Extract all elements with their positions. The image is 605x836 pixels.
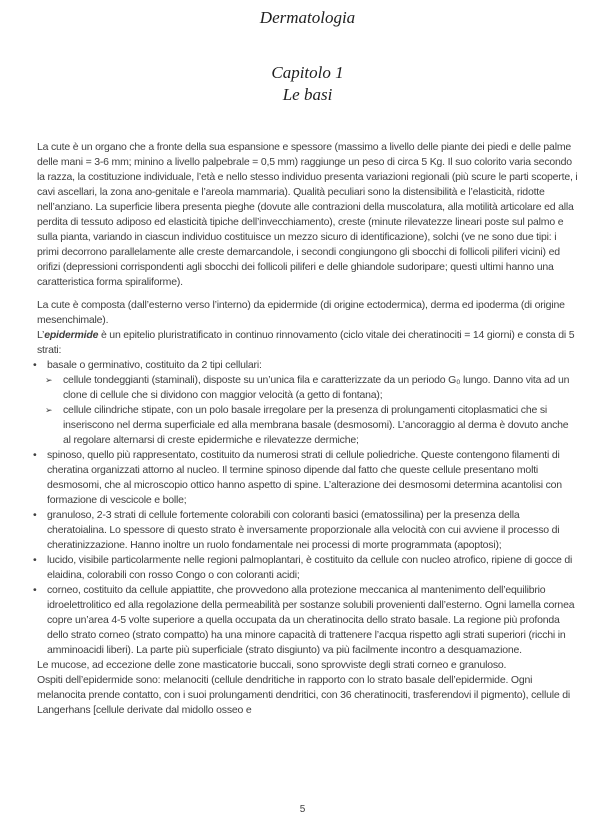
- page-number: 5: [299, 804, 306, 815]
- arrow-bullet-icon: ➢: [45, 375, 53, 385]
- list-item-layer-spinoso: [33, 448, 578, 508]
- paragraph-skin-overview: La cute è un organo che a fronte della sua espansione e spessore (massimo a livello delle piante dei piedi e delle palme delle mani = 3-6 mm; minino a livello palpebrale = 0,5 mm) raggiunge un peso di circa 5 Kg. Il suo colorito varia secondo la razza, la costituzione individuale, l’età e nello stesso individuo presenta variazioni regionali (più scure le parti scoperte, i cavi ascellari, la zona ano-genitale e l’areola mammaria). Qualità peculiari sono la distensibilità e l’elasticità, ridotte nell’anziano. La superficie libera presenta pieghe (dovute alle contrazioni della muscolatura, alla motilità articolare ed alla perdita di tessuto adiposo ed elasticità tipiche dell’invecchiamento), creste (minute rilevatezze lineari poste sul palmo e sulla pianta, variando in ciascun individuo costituisce un mezzo sicuro di identificazione), solchi (ve ne sono due tipi: i primi decorrono parallelamente alle creste demarcandole, i secondi congiungono gli sbocchi di follicoli piliferi vicini) ed orifizi (depressioni corrispondenti agli sbocchi dei follicoli piliferi e delle ghiandole sudoripare; questi ultimi hanno una caratteristica forma spiraliforme).: [37, 141, 578, 288]
- list-item-cellule-tondeggianti: [47, 373, 578, 403]
- arrow-bullet-icon: ➢: [45, 405, 53, 415]
- epidermis-intro-rest: è un epitelio pluristratificato in continuo rinnovamento (ciclo vitale dei cheratinociti = 14 giorni) e consta di 5 strati:: [37, 329, 575, 356]
- bullet-icon: •: [33, 584, 37, 596]
- layer-granuloso-text: granuloso, 2-3 strati di cellule fortemente colorabili con coloranti basici (ematossilina) per la presenza della cheratoialina. Lo spessore di questo strato è inversamente proporzionale alla velocità con cui avviene il processo di cheratinizzazione. Hanno inoltre un ruolo fondamentale nei processi di morte programmata (apoptosi);: [47, 509, 560, 551]
- layer-basale-text: basale o germinativo, costituito da 2 tipi cellulari:: [47, 359, 262, 371]
- layer-corneo-text: corneo, costituito da cellule appiattite, che provvedono alla protezione meccanica al mantenimento dell’equilibrio idroelettrolitico ed alla regolazione della permeabilità per sostanze solubili provenienti dall’esterno. Ogni lamella cornea copre un’area 4-5 volte superiore a quella occupata da un cheratinocita dello strato basale. La regione più profonda dello strato corneo (strato compatto) ha una minore capacità di trattenere l’acqua rispetto agli strati superiori (ricchi in amminoacidi liberi). La parte più superficiale (strato disgiunto) va più facilmente incontro a desquamazione.: [47, 584, 575, 656]
- paragraph-skin-composition: La cute è composta (dall’esterno verso l’interno) da epidermide (di origine ectodermica), derma ed ipoderma (di origine mesenchimale).: [37, 299, 565, 326]
- list-item-layer-basale: [33, 358, 578, 448]
- layer-spinoso-text: spinoso, quello più rappresentato, costituito da numerosi strati di cellule poliedriche. Queste contengono filamenti di cheratina organizzati attorno al nucleo. Il termine spinoso dipende dal fatto che queste cellule presentano molti desmosomi, che al microscopio ottico hanno aspetto di spine. L’alterazione dei desmosomi determina acantolisi con formazione di vescicole e bolle;: [47, 449, 562, 506]
- list-item-layer-granuloso: [33, 508, 578, 553]
- paragraph-mucose: Le mucose, ad eccezione delle zone masticatorie buccali, sono sprovviste degli strati corneo e granuloso.: [37, 659, 507, 671]
- bullet-icon: •: [33, 509, 37, 521]
- epidermis-term: epidermide: [44, 329, 99, 341]
- document-title: Dermatologia: [259, 8, 356, 27]
- list-item-cellule-cilindriche: [47, 403, 578, 448]
- layer-lucido-text: lucido, visibile particolarmente nelle regioni palmoplantari, è costituito da cellule con nucleo atrofico, ripiene di gocce di elaidina, colorabili con rosso Congo o con coloranti acidi;: [47, 554, 573, 581]
- epidermis-layers-list: [33, 358, 578, 658]
- cellule-tondeggianti-text: cellule tondeggianti (staminali), disposte su un’unica fila e caratterizzate da un periodo G₀ lungo. Danno vita ad un clone di cellule che si dividono con maggior velocità (a getto di fontana);: [63, 374, 570, 401]
- basale-cell-types-list: [47, 373, 578, 448]
- chapter-subtitle: Le basi: [282, 85, 333, 104]
- cellule-cilindriche-text: cellule cilindriche stipate, con un polo basale irregolare per la presenza di prolungamenti citoplasmatici che si inseriscono nel derma superficiale ed alla membrana basale (desmosomi). L’ancoraggio al derma è dovuto anche al regolare alternarsi di creste epidermiche e rilevatezze dermiche;: [63, 404, 569, 446]
- list-item-layer-corneo: [33, 583, 578, 658]
- paragraph-ospiti: Ospiti dell’epidermide sono: melanociti (cellule dendritiche in rapporto con lo strato basale dell’epidermide. Ogni melanocita prende contatto, con i suoi prolungamenti dendritici, con 36 cheratinociti, trasferendovi il pigmento), cellule di Langerhans [cellule derivate dal midollo osseo e: [37, 674, 570, 716]
- chapter-title: Capitolo 1: [271, 63, 344, 82]
- list-item-layer-lucido: [33, 553, 578, 583]
- bullet-icon: •: [33, 359, 37, 371]
- bullet-icon: •: [33, 554, 37, 566]
- paragraph-epidermis-intro: [37, 328, 578, 358]
- bullet-icon: •: [33, 449, 37, 461]
- body-text: [33, 140, 578, 718]
- epidermis-intro-prefix: L’: [37, 329, 45, 341]
